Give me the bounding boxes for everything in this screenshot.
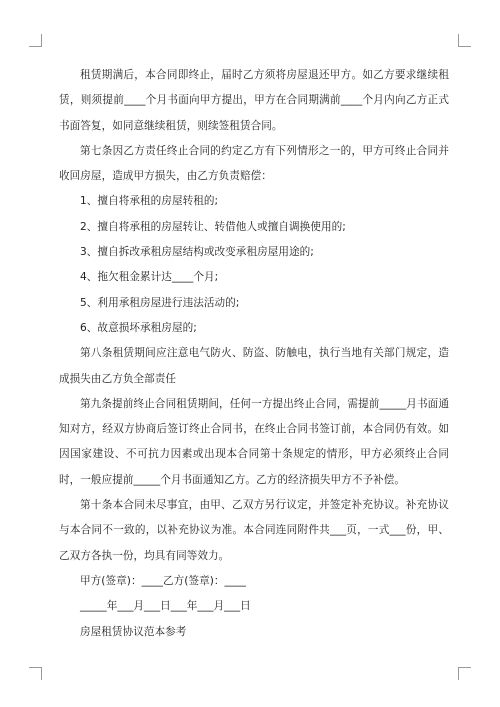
list-item-damage: 6、故意损坏承租房屋的; [80, 321, 197, 334]
list-item-sublease: 1、擅自将承租的房屋转租的; [80, 195, 219, 208]
signature-line: 甲方(签章)：____乙方(签章)：____ [80, 574, 246, 587]
paragraph-lease-expiry: 租赁期满后，本合同即终止，届时乙方须将房屋退还甲方。如乙方要求继续租赁，则须提前____个月书面向甲方提出，甲方在合同期满前____个月内向乙方正式书面答复，如同意继续租赁，则续签租赁合同。 [59, 69, 449, 132]
paragraph-article-9: 第九条提前终止合同租赁期间，任何一方提出终止合同，需提前_____月书面通知对方，经双方协商后签订终止合同书，在终止合同书签订前，本合同仍有效。如因国家建设、不可抗力因素或出现本合同第十条规定的情形，甲方必须终止合同时，一般应提前_____个月书面通知乙方。乙方的经济损失甲方不予补偿。 [59, 397, 449, 486]
list-item-illegal-use: 5、利用承租房屋进行违法活动的; [80, 296, 240, 309]
list-item-alteration: 3、擅自拆改承租房屋结构或改变承租房屋用途的; [80, 246, 314, 259]
paragraph-article-10: 第十条本合同未尽事宜，由甲、乙双方另行议定，并签定补充协议。补充协议与本合同不一致的，以补充协议为准。本合同连同附件共___页，一式___份，甲、乙双方各执一份，均具有同等效力。 [59, 499, 449, 562]
crop-mark-top-right [458, 34, 471, 47]
paragraph-article-7: 第七条因乙方责任终止合同的约定乙方有下列情形之一的，甲方可终止合同并收回房屋，造成甲方损失，由乙方负责赔偿： [59, 144, 449, 183]
crop-mark-top-left [29, 34, 42, 47]
crop-mark-bottom-left [29, 667, 42, 680]
document-body [59, 63, 449, 645]
document-footer-title: 房屋租赁协议范本参考 [80, 625, 187, 638]
list-item-transfer: 2、擅自将承租的房屋转让、转借他人或擅自调换使用的; [80, 220, 346, 233]
list-item-rent-arrears: 4、拖欠租金累计达____个月; [80, 271, 219, 284]
paragraph-article-8: 第八条租赁期间应注意电气防火、防盗、防触电，执行当地有关部门规定，造成损失由乙方负全部责任 [59, 347, 449, 385]
crop-mark-bottom-right [458, 667, 471, 680]
date-line: _____年___月___日___年___月___日 [80, 600, 251, 613]
